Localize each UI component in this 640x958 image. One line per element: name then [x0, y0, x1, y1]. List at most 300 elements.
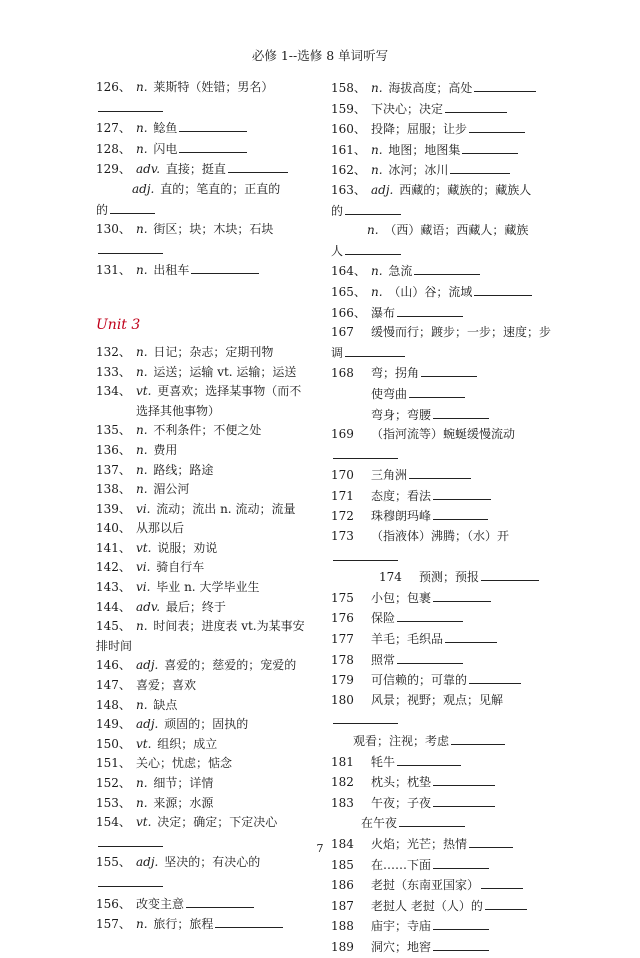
answer-blank[interactable] [345, 201, 401, 215]
definition-text: 组织；成立 [157, 736, 218, 751]
definition-text: 直接；挺直 [165, 162, 226, 177]
answer-blank[interactable] [409, 384, 465, 398]
vocab-row [331, 670, 545, 691]
item-number: 139、 [96, 501, 131, 516]
answer-blank[interactable] [333, 547, 398, 561]
item-number: 168 [331, 366, 354, 381]
item-number: 164、 [331, 264, 366, 279]
definition-text: 瀑布 [371, 305, 396, 320]
answer-blank[interactable] [397, 752, 461, 766]
item-number: 177 [331, 632, 354, 647]
part-of-speech: n. [136, 442, 148, 457]
vocab-row [331, 78, 545, 99]
vocab-row [96, 363, 328, 383]
answer-blank[interactable] [98, 240, 163, 254]
definition-text: 羊毛；毛织品 [371, 632, 444, 647]
vocab-row [331, 119, 545, 140]
page-number: 7 [316, 842, 324, 855]
part-of-speech: n. [136, 795, 148, 810]
item-number: 156、 [96, 896, 131, 911]
vocab-row [331, 855, 545, 876]
vocab-row [96, 676, 328, 696]
vocab-row [96, 578, 328, 598]
vocab-row [96, 754, 328, 774]
answer-blank[interactable] [179, 118, 247, 132]
answer-blank[interactable] [469, 119, 525, 133]
vocab-row [96, 200, 328, 221]
answer-blank[interactable] [433, 772, 495, 786]
definition-text: 预测；预报 [419, 570, 480, 585]
vocab-row [96, 421, 328, 441]
definition-text: 弯身；弯腰 [371, 407, 432, 422]
vocab-row [331, 588, 545, 609]
item-number: 180 [331, 692, 354, 707]
vocab-row [331, 343, 545, 364]
item-number: 151、 [96, 756, 131, 771]
part-of-speech: n. [136, 121, 148, 136]
answer-blank[interactable] [433, 506, 488, 520]
definition-text: 使弯曲 [371, 386, 408, 401]
definition-text: （指液体）沸腾；（水）开 [371, 529, 510, 544]
definition-text: 弯；拐角 [371, 366, 420, 381]
answer-blank[interactable] [445, 629, 497, 643]
item-number: 173 [331, 529, 354, 544]
item-number: 143、 [96, 580, 131, 595]
part-of-speech: vt. [136, 736, 152, 751]
item-number: 149、 [96, 717, 131, 732]
vocab-row [331, 486, 545, 507]
item-number: 135、 [96, 423, 131, 438]
part-of-speech: vt. [136, 384, 152, 399]
vocab-row [96, 598, 328, 618]
item-number: 172 [331, 509, 354, 524]
vocab-row [331, 916, 545, 937]
vocab-row [331, 384, 545, 405]
vocab-row [96, 260, 328, 281]
answer-blank[interactable] [421, 363, 477, 377]
vocab-row [96, 500, 328, 520]
answer-blank[interactable] [397, 303, 463, 317]
vocab-row [331, 813, 545, 834]
item-number: 171 [331, 488, 354, 503]
vocab-row [331, 323, 552, 343]
vocab-row [96, 139, 328, 160]
definition-text: （指河流等）蜿蜒缓慢流动 [371, 427, 516, 442]
vocab-row [96, 617, 328, 637]
definition-text: 午夜；子夜 [371, 795, 432, 810]
part-of-speech: n. [136, 462, 148, 477]
vocab-row [331, 465, 545, 486]
vocab-row [331, 793, 545, 814]
item-number: 187 [331, 898, 354, 913]
definition-text: 运送；运输 vt. 运输；运送 [153, 364, 297, 379]
item-number: 128、 [96, 141, 131, 156]
vocab-row [331, 445, 545, 466]
item-number: 131、 [96, 263, 131, 278]
definition-text: 更喜欢；选择某事物（而不 [157, 384, 302, 399]
item-number: 165、 [331, 284, 366, 299]
part-of-speech: n. [136, 344, 148, 359]
answer-blank[interactable] [481, 875, 523, 889]
vocab-row [331, 303, 545, 324]
part-of-speech: vi. [136, 560, 151, 575]
vocab-row [96, 220, 328, 240]
definition-text: 下决心；决定 [371, 101, 444, 116]
item-number: 132、 [96, 344, 131, 359]
vocab-row [331, 405, 545, 426]
item-number: 150、 [96, 736, 131, 751]
definition-text: 鲶鱼 [153, 121, 178, 136]
part-of-speech: n. [136, 80, 148, 94]
item-number: 179 [331, 673, 354, 688]
item-number: 185 [331, 857, 354, 872]
answer-blank[interactable] [215, 914, 283, 928]
item-number: 141、 [96, 540, 131, 555]
vocab-row [331, 221, 545, 241]
part-of-speech: n. [371, 284, 383, 299]
definition-text: 观看；注视；考虑 [353, 734, 450, 748]
answer-blank[interactable] [451, 731, 505, 745]
definition-text: 顽固的；固执的 [164, 717, 249, 732]
vocab-row [331, 241, 545, 262]
definition-text: 费用 [153, 442, 178, 457]
definition-text: 排时间 [96, 638, 133, 653]
vocab-row [96, 402, 328, 422]
definition-text: 细节；详情 [153, 776, 214, 790]
item-number: 186 [331, 878, 354, 893]
vocab-row [331, 425, 545, 445]
item-number: 147、 [96, 678, 131, 693]
vocab-row [96, 696, 328, 716]
answer-blank[interactable] [98, 98, 163, 112]
answer-blank[interactable] [462, 140, 518, 154]
vocab-row [96, 794, 328, 814]
part-of-speech: n. [136, 482, 148, 497]
definition-text: 旅行；旅程 [153, 917, 214, 932]
item-number: 140、 [96, 521, 131, 536]
vocab-row [96, 774, 328, 794]
item-number: 163、 [331, 182, 366, 197]
item-number: 157、 [96, 917, 131, 932]
answer-blank[interactable] [333, 445, 398, 459]
definition-text: 在……下面 [371, 857, 432, 872]
definition-text: 枕头；枕垫 [371, 775, 432, 790]
answer-blank[interactable] [228, 159, 288, 173]
definition-text: 喜爱的；慈爱的；宠爱的 [164, 658, 297, 673]
item-number: 182 [331, 775, 354, 790]
definition-text: 洞穴；地窖 [371, 939, 432, 954]
part-of-speech: n. [371, 81, 383, 95]
definition-text: 调 [331, 345, 344, 360]
definition-text: 莱斯特（姓错；男名） [153, 80, 274, 94]
part-of-speech: n. [136, 364, 148, 379]
definition-text: 照常 [371, 652, 396, 667]
part-of-speech: vt. [136, 815, 152, 830]
part-of-speech: adv. [136, 599, 161, 614]
part-of-speech: n. [367, 223, 379, 238]
definition-text: 保险 [371, 611, 396, 626]
answer-blank[interactable] [414, 261, 480, 275]
answer-blank[interactable] [433, 916, 489, 930]
vocab-row [331, 547, 545, 568]
item-number: 154、 [96, 815, 131, 830]
item-number: 183 [331, 795, 354, 810]
definition-text: 流动；流出 n. 流动；流量 [156, 501, 296, 516]
item-number: 144、 [96, 599, 131, 614]
vocab-row [331, 261, 545, 282]
vocab-row [331, 710, 545, 731]
item-number: 138、 [96, 482, 131, 497]
answer-blank[interactable] [433, 405, 489, 419]
part-of-speech: n. [136, 697, 148, 712]
answer-blank[interactable] [345, 343, 405, 357]
answer-blank[interactable] [474, 78, 536, 92]
definition-text: 从那以后 [136, 521, 185, 536]
definition-text: 街区；块；木块；石块 [153, 222, 274, 237]
vocab-row [96, 914, 328, 935]
part-of-speech: n. [136, 423, 148, 438]
vocab-row [96, 343, 328, 363]
vocab-row [96, 78, 328, 98]
vocab-row [331, 201, 545, 222]
vocab-row [96, 118, 328, 139]
vocab-row [331, 282, 545, 303]
left-column [96, 78, 328, 935]
definition-text: 牦牛 [371, 754, 396, 769]
vocab-row [96, 441, 328, 461]
answer-blank[interactable] [110, 200, 155, 214]
vocab-row [96, 98, 328, 119]
definition-text: 改变主意 [136, 896, 185, 911]
definition-text: 来源；水源 [153, 795, 214, 810]
vocab-row [96, 539, 328, 559]
part-of-speech: n. [371, 163, 383, 178]
vocab-row [331, 752, 545, 773]
answer-blank[interactable] [474, 282, 532, 296]
item-number: 176 [331, 611, 354, 626]
item-number: 162、 [331, 163, 366, 178]
vocab-row [96, 240, 328, 261]
vocab-row [331, 567, 545, 588]
item-number: 127、 [96, 121, 131, 136]
part-of-speech: n. [136, 776, 148, 790]
definition-text: 老挝人 老挝（人）的 [371, 898, 483, 913]
item-number: 130、 [96, 222, 131, 237]
definition-text: 最后；终于 [165, 599, 226, 614]
item-number: 188 [331, 919, 354, 934]
vocab-row [331, 160, 545, 181]
definition-text: 缓慢而行；踱步；一步；速度；步 [371, 325, 552, 340]
definition-text: 三角洲 [371, 468, 408, 483]
vocab-row [331, 896, 545, 917]
part-of-speech: adj. [132, 181, 155, 196]
answer-blank[interactable] [179, 139, 247, 153]
answer-blank[interactable] [397, 650, 463, 664]
vocab-row [331, 140, 545, 161]
answer-blank[interactable] [345, 241, 401, 255]
part-of-speech: n. [136, 141, 148, 156]
answer-blank[interactable] [409, 465, 471, 479]
part-of-speech: n. [371, 142, 383, 157]
vocab-row [96, 873, 328, 894]
answer-blank[interactable] [481, 567, 539, 581]
part-of-speech: adj. [136, 658, 159, 673]
definition-text: 火焰；光芒；热情 [371, 836, 468, 851]
answer-blank[interactable] [433, 486, 491, 500]
definition-text: 人 [331, 243, 344, 258]
definition-text: 选择其他事物） [136, 403, 221, 418]
definition-text: 时间表；进度表 vt.为某事安 [153, 619, 305, 634]
definition-text: 西藏的；藏族的；藏族人 [399, 182, 532, 197]
item-number: 160、 [331, 122, 366, 137]
definition-text: 地图；地图集 [388, 142, 461, 157]
vocab-row [331, 937, 545, 958]
definition-text: 态度；看法 [371, 488, 432, 503]
item-number: 153、 [96, 795, 131, 810]
vocab-row [331, 363, 545, 384]
vocab-row [331, 506, 545, 527]
item-number: 189 [331, 939, 354, 954]
definition-text: 闪电 [153, 141, 178, 156]
vocab-row [331, 772, 545, 793]
definition-text: 海拔高度；高处 [388, 81, 473, 95]
definition-text: 老挝（东南亚国家） [371, 878, 480, 893]
vocab-row [96, 715, 328, 735]
definition-text: 小包；包裹 [371, 590, 432, 605]
item-number: 169 [331, 427, 354, 442]
definition-text: 的 [96, 202, 109, 217]
answer-blank[interactable] [191, 260, 259, 274]
definition-text: 喜爱；喜欢 [136, 678, 197, 693]
part-of-speech: n. [371, 264, 383, 279]
vocab-row [331, 629, 545, 650]
definition-text: 冰河；冰川 [388, 163, 449, 178]
definition-text: 在午夜 [361, 816, 398, 831]
part-of-speech: adv. [136, 162, 161, 177]
vocab-row [331, 875, 545, 896]
item-number: 146、 [96, 658, 131, 673]
answer-blank[interactable] [433, 937, 489, 951]
vocab-row [96, 558, 328, 578]
definition-text: 珠穆朗玛峰 [371, 509, 432, 524]
definition-text: 出租车 [153, 263, 190, 278]
vocab-row [96, 894, 328, 915]
answer-blank[interactable] [433, 855, 489, 869]
definition-text: 说服；劝说 [157, 540, 218, 555]
definition-text: 坚决的；有决心的 [164, 855, 261, 870]
unit-heading: Unit 3 [96, 316, 141, 333]
definition-text: 关心；忧虑；惦念 [136, 756, 233, 771]
vocab-row [96, 656, 328, 676]
definition-text: 湄公河 [153, 482, 190, 497]
definition-text: 可信赖的；可靠的 [371, 673, 468, 688]
item-number: 167 [331, 325, 354, 340]
vocab-row [331, 691, 545, 711]
vocab-row [96, 519, 328, 539]
vocab-row [96, 159, 328, 180]
vocab-row [331, 650, 545, 671]
definition-text: 缺点 [153, 697, 178, 712]
answer-blank[interactable] [399, 813, 465, 827]
answer-blank[interactable] [485, 896, 527, 910]
part-of-speech: n. [136, 619, 148, 634]
item-number: 178 [331, 652, 354, 667]
item-number: 170 [331, 468, 354, 483]
item-number: 175 [331, 590, 354, 605]
item-number: 152、 [96, 776, 131, 790]
item-number: 129、 [96, 162, 131, 177]
part-of-speech: vt. [136, 540, 152, 555]
part-of-speech: n. [136, 917, 148, 932]
answer-blank[interactable] [433, 793, 495, 807]
definition-text: 路线；路途 [153, 462, 214, 477]
vocab-row [331, 731, 545, 752]
vocab-row [96, 480, 328, 500]
part-of-speech: adj. [136, 855, 159, 870]
definition-text: 决定；确定；下定决心 [157, 815, 278, 830]
vocab-row [331, 608, 545, 629]
item-number: 166、 [331, 305, 366, 320]
item-number: 159、 [331, 101, 366, 116]
vocab-row [96, 853, 328, 873]
item-number: 158、 [331, 81, 366, 95]
page-header-title: 必修 1--选修 8 单词听写 [251, 48, 389, 63]
right-column [331, 78, 552, 958]
vocab-row [96, 637, 328, 657]
definition-text: 的 [331, 203, 344, 218]
item-number: 136、 [96, 442, 131, 457]
definition-text: 不利条件；不便之处 [153, 423, 262, 438]
vocab-row [96, 461, 328, 481]
definition-text: （山）谷；流域 [388, 284, 473, 299]
definition-text: （西）藏语；西藏人；藏族 [384, 223, 529, 238]
answer-blank[interactable] [433, 588, 491, 602]
answer-blank[interactable] [450, 160, 510, 174]
answer-blank[interactable] [98, 873, 163, 887]
part-of-speech: n. [136, 263, 148, 278]
item-number: 133、 [96, 364, 131, 379]
vocab-row [331, 181, 545, 201]
answer-blank[interactable] [469, 670, 521, 684]
answer-blank[interactable] [397, 608, 463, 622]
definition-text: 骑自行车 [156, 560, 205, 575]
part-of-speech: n. [136, 222, 148, 237]
item-number: 126、 [96, 80, 131, 94]
item-number: 184 [331, 836, 354, 851]
part-of-speech: adj. [136, 717, 159, 732]
item-number: 145、 [96, 619, 131, 634]
vocab-row [96, 180, 328, 200]
item-number: 174 [379, 570, 402, 585]
vocab-row [96, 813, 328, 833]
vocab-row [331, 527, 545, 547]
item-number: 137、 [96, 462, 131, 477]
definition-text: 风景；视野；观点；见解 [371, 692, 504, 707]
vocab-row [96, 382, 328, 402]
answer-blank[interactable] [186, 894, 254, 908]
vocab-row [96, 735, 328, 755]
item-number: 181 [331, 754, 354, 769]
vocab-row [331, 99, 545, 120]
definition-text: 投降；屈服；让步 [371, 122, 468, 137]
definition-text: 日记；杂志；定期刊物 [153, 344, 274, 359]
item-number: 142、 [96, 560, 131, 575]
answer-blank[interactable] [333, 710, 398, 724]
definition-text: 急流 [388, 264, 413, 279]
answer-blank[interactable] [445, 99, 507, 113]
item-number: 134、 [96, 384, 131, 399]
definition-text: 毕业 n. 大学毕业生 [156, 580, 260, 595]
